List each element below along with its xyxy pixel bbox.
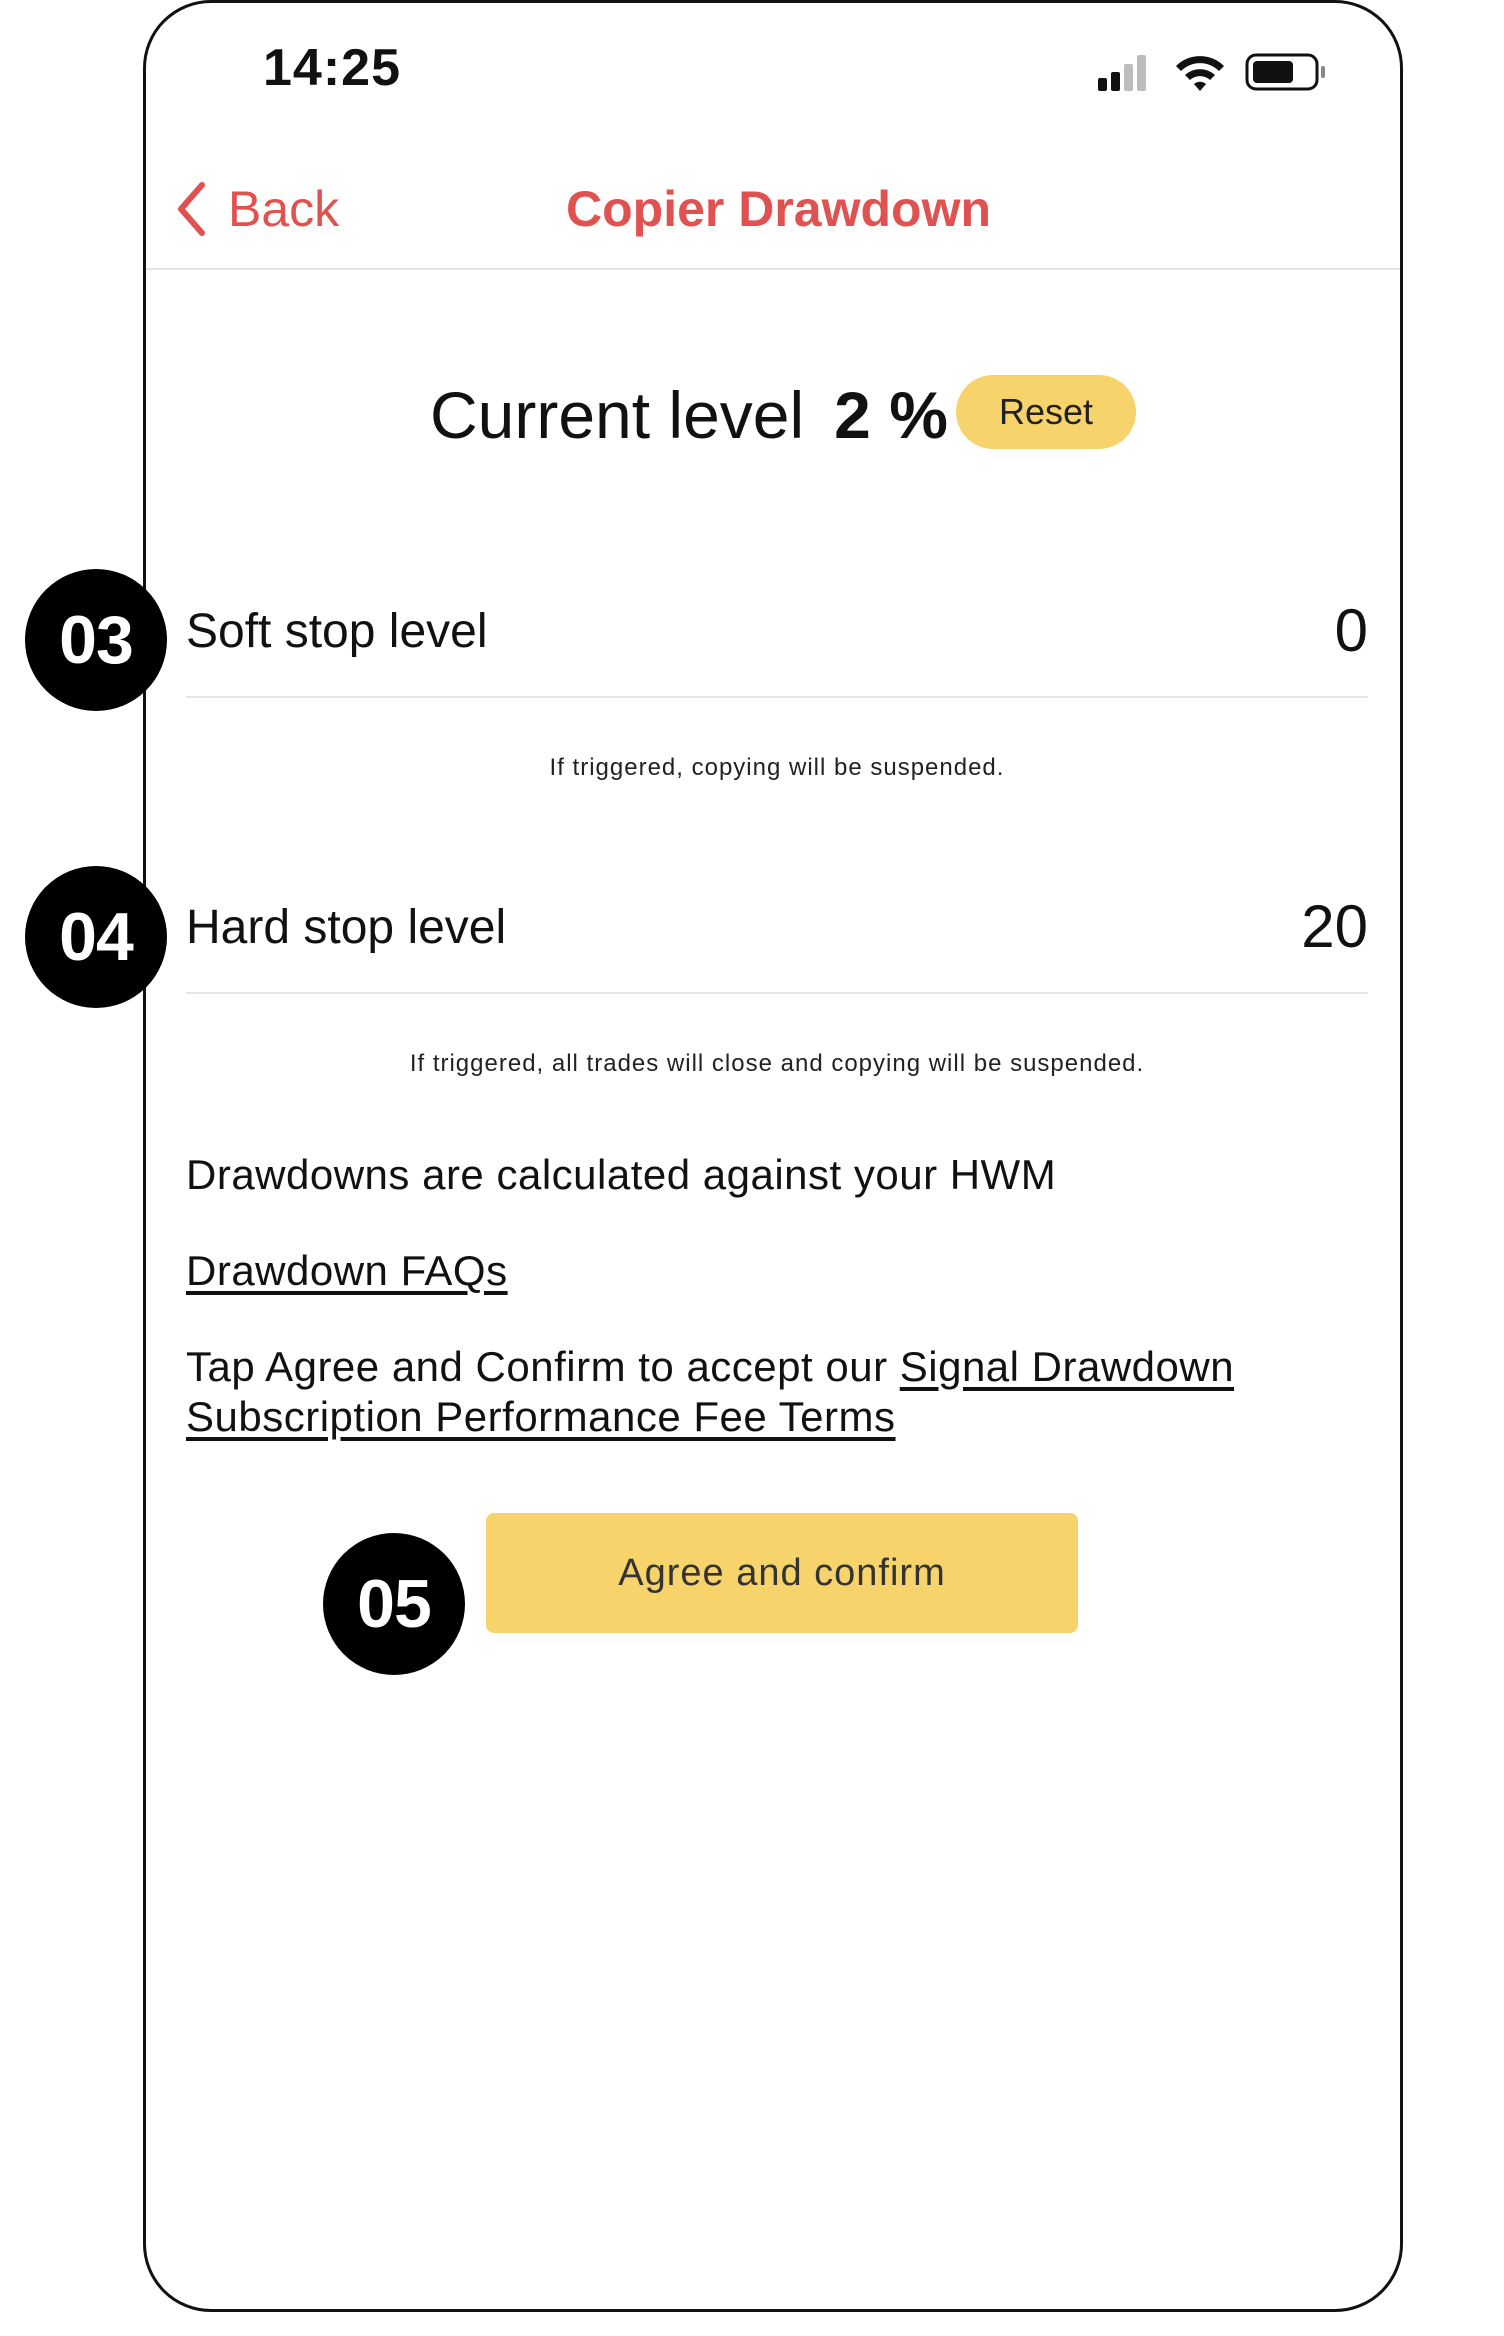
chevron-left-icon bbox=[176, 181, 206, 237]
terms-paragraph bbox=[186, 1342, 1306, 1442]
step-badge-05: 05 bbox=[323, 1533, 465, 1675]
hwm-text: Drawdowns are calculated against your HWM bbox=[186, 1151, 1057, 1198]
terms-link[interactable]: Signal Drawdown Subscription Performance Fee Terms bbox=[186, 1343, 1235, 1440]
soft-stop-input[interactable]: 0 bbox=[1334, 597, 1368, 664]
soft-stop-hint: If triggered, copying will be suspended. bbox=[549, 754, 1005, 781]
hard-stop-input[interactable]: 20 bbox=[1301, 893, 1368, 960]
agree-confirm-button[interactable]: Agree and confirm bbox=[486, 1513, 1078, 1633]
step-badge-03: 03 bbox=[25, 569, 167, 711]
nav-bar bbox=[146, 150, 1400, 270]
current-level bbox=[430, 370, 948, 460]
status-icons bbox=[1098, 50, 1328, 100]
step-badge-04: 04 bbox=[25, 866, 167, 1008]
faq-paragraph bbox=[186, 1246, 1286, 1296]
current-level-value: 2 % bbox=[834, 378, 948, 452]
signal-icon bbox=[1098, 55, 1146, 91]
hard-stop-row[interactable] bbox=[186, 892, 1368, 994]
status-time: 14:25 bbox=[263, 39, 401, 97]
soft-stop-label: Soft stop level bbox=[186, 605, 488, 658]
page-title: Copier Drawdown bbox=[566, 181, 992, 237]
reset-button[interactable]: Reset bbox=[956, 375, 1136, 449]
hard-stop-label: Hard stop level bbox=[186, 901, 507, 954]
back-button[interactable] bbox=[176, 174, 339, 244]
wifi-icon bbox=[1176, 56, 1224, 91]
battery-icon bbox=[1247, 55, 1325, 89]
soft-stop-row[interactable] bbox=[186, 596, 1368, 698]
current-level-label: Current level bbox=[430, 378, 805, 452]
terms-prefix: Tap Agree and Confirm to accept our bbox=[186, 1343, 900, 1390]
drawdown-faqs-link[interactable]: Drawdown FAQs bbox=[186, 1247, 508, 1294]
hard-stop-hint: If triggered, all trades will close and copying will be suspended. bbox=[409, 1050, 1145, 1077]
back-label: Back bbox=[228, 181, 340, 237]
